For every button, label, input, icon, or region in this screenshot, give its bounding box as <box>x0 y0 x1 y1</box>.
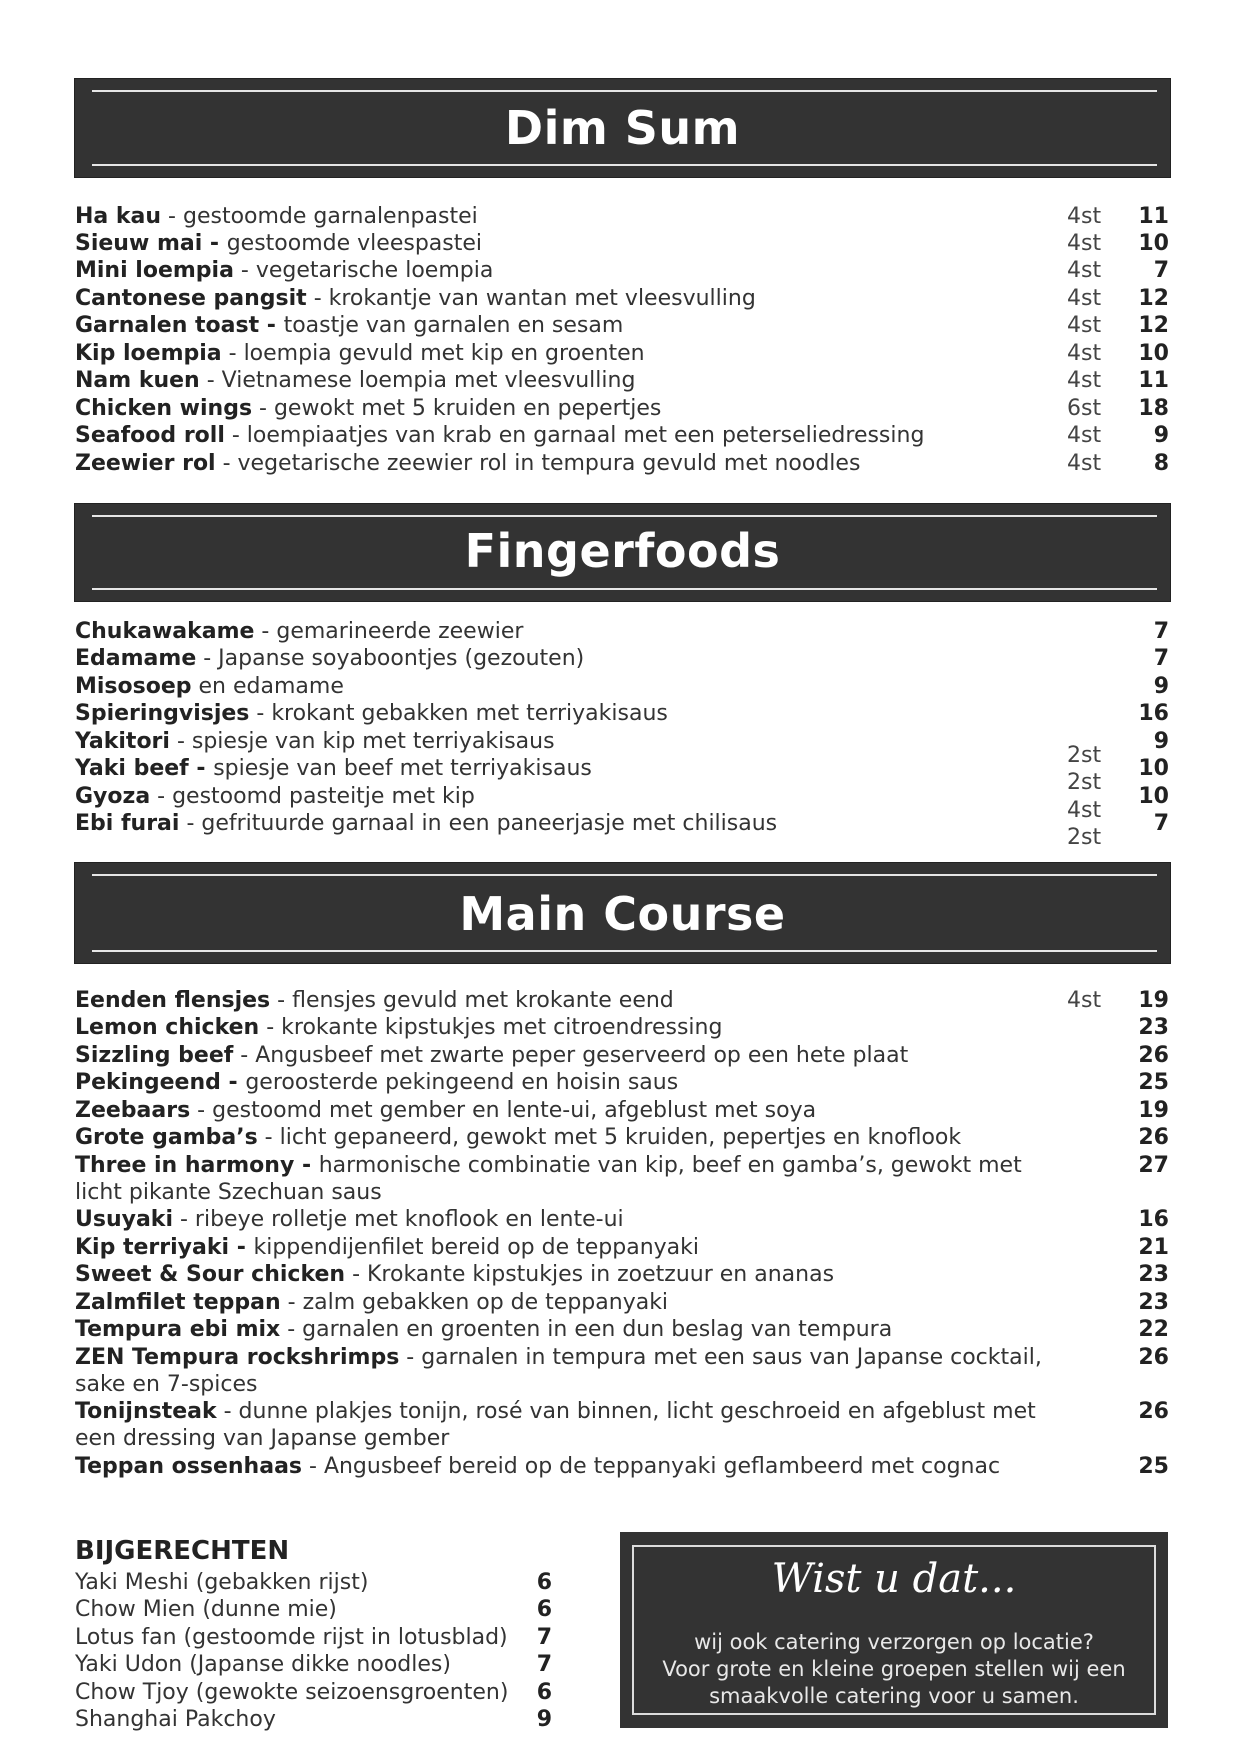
catering-text-line: smaakvolle catering voor u samen. <box>709 1684 1079 1708</box>
item-quantity: 2st <box>1067 743 1102 768</box>
item-quantity: 4st <box>1067 231 1102 256</box>
menu-item: Yaki beef - spiesje van beef met terriyakisaus 10 <box>75 756 1169 781</box>
menu-item: Edamame - Japanse soyaboontjes (gezouten) 7 <box>75 646 1169 671</box>
item-quantity: 4st <box>1067 341 1102 366</box>
item-price: 26 <box>1138 1345 1169 1370</box>
side-dish-item: Shanghai Pakchoy 9 <box>75 1707 552 1732</box>
item-price: 25 <box>1138 1070 1169 1095</box>
menu-item: Three in harmony - harmonische combinatie van kip, beef en gamba’s, gewokt met licht pikante Szechuan saus 27 <box>75 1153 1169 1205</box>
menu-item: Tempura ebi mix - garnalen en groenten in een dun beslag van tempura 22 <box>75 1317 1169 1342</box>
banner-bottom-rule <box>92 950 1157 952</box>
item-price: 27 <box>1138 1153 1169 1178</box>
item-price: 10 <box>1138 231 1169 256</box>
item-quantity: 4st <box>1067 286 1102 311</box>
menu-item: Lemon chicken - krokante kipstukjes met citroendressing 23 <box>75 1015 1169 1040</box>
item-price: 7 <box>536 1625 552 1650</box>
item-price: 10 <box>1138 756 1169 781</box>
menu-item: Gyoza - gestoomd pasteitje met kip 10 <box>75 784 1169 809</box>
item-price: 7 <box>1153 258 1169 283</box>
menu-item: ZEN Tempura rockshrimps - garnalen in tempura met een saus van Japanse cocktail, sake en 7-spices 26 <box>75 1345 1169 1397</box>
catering-heading: Wist u dat... <box>771 1556 1017 1602</box>
item-quantity: 4st <box>1067 313 1102 338</box>
item-price: 6 <box>536 1597 552 1622</box>
side-dish-item: Lotus fan (gestoomde rijst in lotusblad) 7 <box>75 1625 552 1650</box>
menu-item: Spieringvisjes - krokant gebakken met terriyakisaus 16 <box>75 701 1169 726</box>
item-price: 11 <box>1138 368 1169 393</box>
catering-text-line: wij ook catering verzorgen op locatie? <box>694 1630 1094 1654</box>
item-price: 26 <box>1138 1043 1169 1068</box>
menu-item: Kip terriyaki - kippendijenfilet bereid op de teppanyaki 21 <box>75 1235 1169 1260</box>
item-price: 11 <box>1138 204 1169 229</box>
item-price: 16 <box>1138 1207 1169 1232</box>
fingerfoods-banner <box>74 503 1171 602</box>
menu-item: Eenden flensjes - flensjes gevuld met krokante eend 4st 19 <box>75 988 1169 1013</box>
item-price: 7 <box>1153 619 1169 644</box>
dimsum-title: Dim Sum <box>504 101 741 155</box>
item-price: 7 <box>1153 646 1169 671</box>
item-quantity: 4st <box>1067 204 1102 229</box>
item-price: 26 <box>1138 1125 1169 1150</box>
menu-item: Pekingeend - geroosterde pekingeend en hoisin saus 25 <box>75 1070 1169 1095</box>
banner-top-rule <box>92 515 1157 517</box>
menu-item: Teppan ossenhaas - Angusbeef bereid op de teppanyaki geflambeerd met cognac 25 <box>75 1454 1169 1479</box>
item-price: 12 <box>1138 313 1169 338</box>
item-price: 10 <box>1138 784 1169 809</box>
banner-bottom-rule <box>92 588 1157 590</box>
item-price: 19 <box>1138 988 1169 1013</box>
item-quantity: 4st <box>1067 798 1102 823</box>
item-price: 9 <box>536 1707 552 1732</box>
maincourse-banner <box>74 862 1171 964</box>
menu-item: Garnalen toast - toastje van garnalen en sesam 4st 12 <box>75 313 1169 338</box>
side-dish-item: Chow Tjoy (gewokte seizoensgroenten) 6 <box>75 1680 552 1705</box>
menu-item: Zeebaars - gestoomd met gember en lente-ui, afgeblust met soya 19 <box>75 1098 1169 1123</box>
menu-item: Sizzling beef - Angusbeef met zwarte peper geserveerd op een hete plaat 26 <box>75 1043 1169 1068</box>
item-price: 22 <box>1138 1317 1169 1342</box>
item-price: 7 <box>1153 811 1169 836</box>
menu-item: Sweet & Sour chicken - Krokante kipstukjes in zoetzuur en ananas 23 <box>75 1262 1169 1287</box>
item-quantity: 6st <box>1067 396 1102 421</box>
item-price: 9 <box>1153 729 1169 754</box>
item-price: 23 <box>1138 1015 1169 1040</box>
item-quantity: 4st <box>1067 988 1102 1013</box>
menu-item: Cantonese pangsit - krokantje van wantan met vleesvulling 4st 12 <box>75 286 1169 311</box>
menu-item: Ha kau - gestoomde garnalenpastei 4st 11 <box>75 204 1169 229</box>
menu-item: Chicken wings - gewokt met 5 kruiden en pepertjes 6st 18 <box>75 396 1169 421</box>
item-quantity: 2st <box>1067 770 1102 795</box>
menu-item: Seafood roll - loempiaatjes van krab en garnaal met een peterseliedressing 4st 9 <box>75 423 1169 448</box>
item-price: 9 <box>1153 423 1169 448</box>
item-quantity: 2st <box>1067 825 1102 850</box>
item-quantity: 4st <box>1067 451 1102 476</box>
item-price: 23 <box>1138 1262 1169 1287</box>
item-price: 6 <box>536 1570 552 1595</box>
menu-item: Misosoep en edamame 9 <box>75 674 1169 699</box>
maincourse-title: Main Course <box>459 887 786 941</box>
banner-top-rule <box>92 90 1157 92</box>
side-dish-item: Yaki Meshi (gebakken rijst) 6 <box>75 1570 552 1595</box>
menu-item: Usuyaki - ribeye rolletje met knoflook en lente-ui 16 <box>75 1207 1169 1232</box>
menu-item: Yakitori - spiesje van kip met terriyakisaus 9 <box>75 729 1169 754</box>
item-quantity: 4st <box>1067 258 1102 283</box>
item-price: 7 <box>536 1652 552 1677</box>
banner-bottom-rule <box>92 164 1157 166</box>
item-price: 9 <box>1153 674 1169 699</box>
item-price: 21 <box>1138 1235 1169 1260</box>
fingerfoods-title: Fingerfoods <box>464 524 781 578</box>
bijgerechten-heading: BIJGERECHTEN <box>75 1536 290 1566</box>
item-price: 12 <box>1138 286 1169 311</box>
item-price: 26 <box>1138 1399 1169 1424</box>
menu-item: Sieuw mai - gestoomde vleespastei 4st 10 <box>75 231 1169 256</box>
dimsum-banner <box>74 78 1171 178</box>
side-dish-item: Chow Mien (dunne mie) 6 <box>75 1597 552 1622</box>
item-price: 18 <box>1138 396 1169 421</box>
menu-item: Zeewier rol - vegetarische zeewier rol in tempura gevuld met noodles 4st 8 <box>75 451 1169 476</box>
item-price: 8 <box>1153 451 1169 476</box>
menu-item: Ebi furai - gefrituurde garnaal in een paneerjasje met chilisaus 7 <box>75 811 1169 836</box>
item-price: 6 <box>536 1680 552 1705</box>
menu-item: Grote gamba’s - licht gepaneerd, gewokt met 5 kruiden, pepertjes en knoflook 26 <box>75 1125 1169 1150</box>
side-dish-item: Yaki Udon (Japanse dikke noodles) 7 <box>75 1652 552 1677</box>
menu-item: Nam kuen - Vietnamese loempia met vleesvulling 4st 11 <box>75 368 1169 393</box>
item-price: 10 <box>1138 341 1169 366</box>
menu-item: Kip loempia - loempia gevuld met kip en groenten 4st 10 <box>75 341 1169 366</box>
menu-item: Zalmfilet teppan - zalm gebakken op de teppanyaki 23 <box>75 1290 1169 1315</box>
item-price: 16 <box>1138 701 1169 726</box>
catering-text-line: Voor grote en kleine groepen stellen wij een <box>662 1657 1126 1681</box>
item-price: 19 <box>1138 1098 1169 1123</box>
item-quantity: 4st <box>1067 423 1102 448</box>
banner-top-rule <box>92 874 1157 876</box>
item-quantity: 4st <box>1067 368 1102 393</box>
item-price: 23 <box>1138 1290 1169 1315</box>
menu-item: Mini loempia - vegetarische loempia 4st 7 <box>75 258 1169 283</box>
catering-info-box <box>620 1532 1168 1728</box>
menu-item: Chukawakame - gemarineerde zeewier 7 <box>75 619 1169 644</box>
menu-item: Tonijnsteak - dunne plakjes tonijn, rosé van binnen, licht geschroeid en afgeblust met een dressing van Japanse gember 26 <box>75 1399 1169 1451</box>
item-price: 25 <box>1138 1454 1169 1479</box>
